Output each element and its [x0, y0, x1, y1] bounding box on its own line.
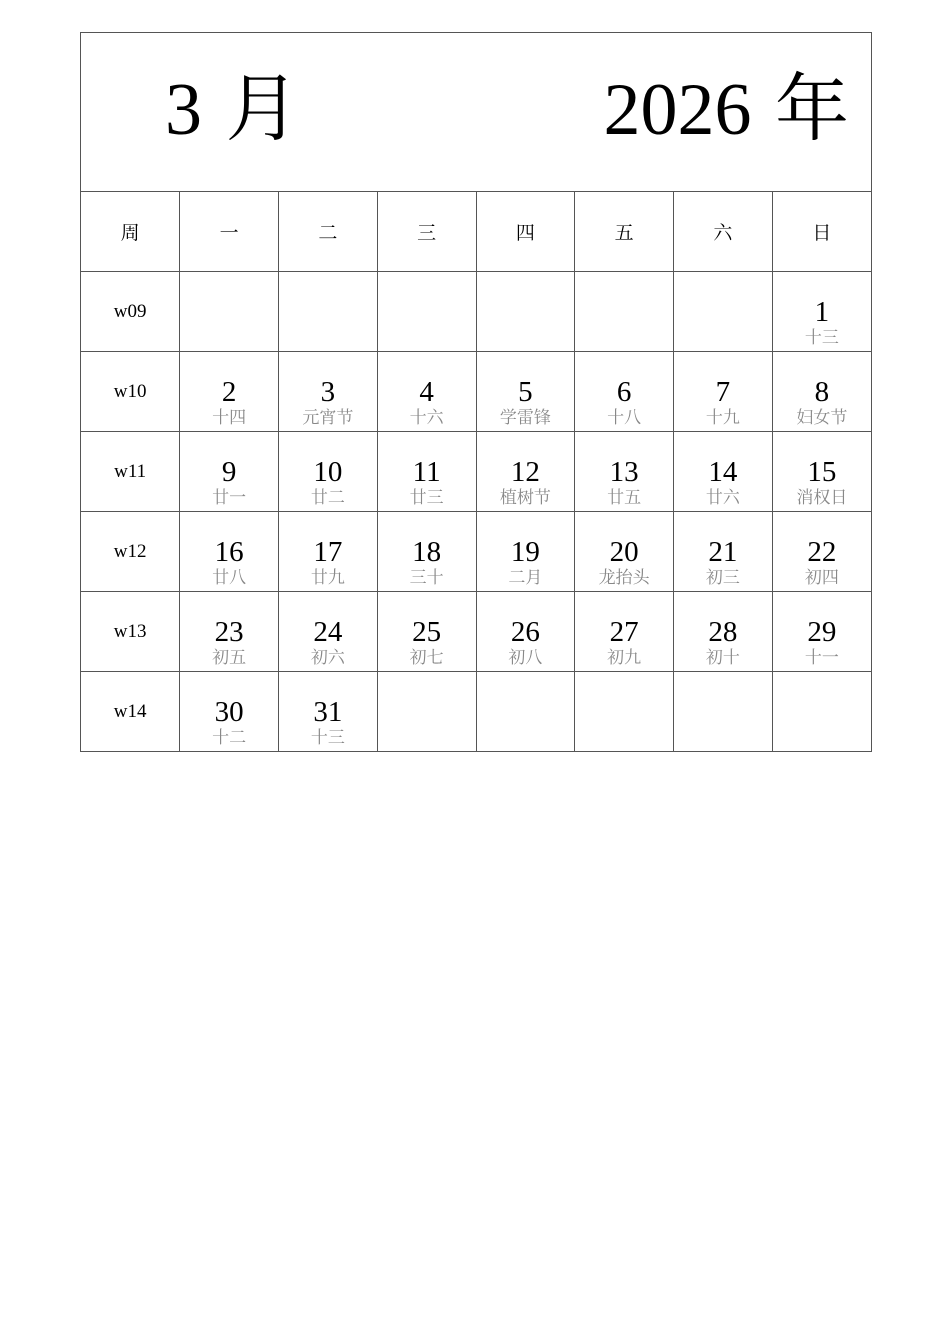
week-row — [81, 512, 871, 592]
day-number: 30 — [214, 696, 244, 728]
day-number: 2 — [221, 376, 237, 408]
day-number: 21 — [708, 536, 738, 568]
lunar-date: 初七 — [409, 648, 444, 668]
year-title — [603, 59, 849, 160]
month-title — [165, 59, 300, 160]
weekday-tue: 二 — [279, 192, 378, 272]
calendar-header — [81, 33, 871, 192]
week-number: w11 — [114, 461, 147, 482]
lunar-date: 廿八 — [212, 568, 247, 588]
year-char: 年 — [775, 66, 849, 152]
week-number: w13 — [113, 621, 147, 642]
day-cell[interactable] — [674, 432, 773, 512]
lunar-date: 十九 — [705, 408, 740, 428]
day-cell[interactable] — [279, 512, 378, 592]
day-number: 23 — [214, 616, 244, 648]
day-number: 29 — [807, 616, 837, 648]
week-number: w10 — [113, 381, 147, 402]
day-number: 12 — [510, 456, 540, 488]
day-cell[interactable] — [476, 432, 575, 512]
day-cell[interactable] — [279, 352, 378, 432]
day-number: 18 — [412, 536, 442, 568]
month-char: 月 — [225, 66, 300, 152]
day-cell[interactable] — [180, 432, 279, 512]
day-cell[interactable] — [180, 352, 279, 432]
lunar-date: 廿六 — [705, 488, 740, 508]
day-cell[interactable] — [772, 592, 871, 672]
lunar-date: 初四 — [804, 568, 839, 588]
day-cell[interactable] — [575, 592, 674, 672]
weekday-thu: 四 — [476, 192, 575, 272]
day-cell[interactable] — [180, 672, 279, 752]
weekday-mon: 一 — [180, 192, 279, 272]
day-number: 25 — [412, 616, 442, 648]
day-cell[interactable] — [377, 512, 476, 592]
week-row — [81, 592, 871, 672]
calendar-grid — [81, 192, 871, 751]
lunar-date: 植树节 — [499, 488, 551, 508]
lunar-date: 十六 — [409, 408, 444, 428]
lunar-date: 初五 — [212, 648, 247, 668]
lunar-date: 消权日 — [796, 488, 848, 508]
day-cell[interactable] — [772, 272, 871, 352]
week-number-cell — [81, 352, 180, 432]
calendar — [80, 32, 872, 752]
empty-day-cell — [476, 672, 575, 752]
lunar-date: 十三 — [804, 328, 839, 348]
week-number-cell — [81, 272, 180, 352]
day-number: 13 — [609, 456, 639, 488]
lunar-date: 廿五 — [607, 488, 642, 508]
day-cell[interactable] — [377, 432, 476, 512]
empty-day-cell — [772, 672, 871, 752]
day-cell[interactable] — [476, 512, 575, 592]
day-cell[interactable] — [279, 432, 378, 512]
day-cell[interactable] — [575, 352, 674, 432]
day-cell[interactable] — [279, 592, 378, 672]
weekday-wed: 三 — [377, 192, 476, 272]
day-number: 9 — [221, 456, 237, 488]
week-row — [81, 432, 871, 512]
day-number: 11 — [412, 456, 441, 488]
empty-day-cell — [279, 272, 378, 352]
empty-day-cell — [377, 272, 476, 352]
day-number: 24 — [313, 616, 343, 648]
empty-day-cell — [674, 672, 773, 752]
week-number: w09 — [113, 301, 147, 322]
week-number-cell — [81, 672, 180, 752]
empty-day-cell — [180, 272, 279, 352]
lunar-date: 妇女节 — [796, 408, 848, 428]
month-number: 3 — [165, 69, 202, 151]
day-number: 4 — [419, 376, 434, 408]
day-number: 31 — [313, 696, 343, 728]
lunar-date: 十二 — [212, 728, 247, 748]
day-number: 3 — [320, 376, 336, 408]
lunar-date: 元宵节 — [302, 408, 354, 428]
day-number: 15 — [807, 456, 837, 488]
day-number: 5 — [518, 376, 533, 408]
day-cell[interactable] — [476, 352, 575, 432]
week-row — [81, 352, 871, 432]
day-number: 28 — [708, 616, 738, 648]
empty-day-cell — [377, 672, 476, 752]
lunar-date: 十四 — [212, 408, 247, 428]
day-number: 7 — [715, 376, 731, 408]
lunar-date: 廿二 — [310, 488, 345, 508]
day-cell[interactable] — [772, 352, 871, 432]
weekday-sun: 日 — [772, 192, 871, 272]
lunar-date: 三十 — [409, 568, 444, 588]
day-number: 14 — [708, 456, 738, 488]
day-number: 1 — [814, 296, 830, 328]
empty-day-cell — [674, 272, 773, 352]
day-cell[interactable] — [674, 352, 773, 432]
day-cell[interactable] — [674, 592, 773, 672]
day-number: 16 — [214, 536, 244, 568]
day-cell[interactable] — [279, 672, 378, 752]
day-cell[interactable] — [377, 352, 476, 432]
lunar-date: 廿一 — [212, 488, 247, 508]
lunar-date: 龙抬头 — [598, 568, 650, 588]
lunar-date: 廿九 — [310, 568, 345, 588]
lunar-date: 初十 — [705, 648, 740, 668]
day-cell[interactable] — [377, 592, 476, 672]
lunar-date: 十一 — [804, 648, 839, 668]
empty-day-cell — [575, 672, 674, 752]
day-number: 6 — [616, 376, 632, 408]
day-cell[interactable] — [772, 512, 871, 592]
week-number-cell — [81, 432, 180, 512]
lunar-date: 学雷锋 — [499, 408, 551, 428]
year-number: 2026 — [603, 69, 752, 151]
day-number: 20 — [609, 536, 639, 568]
day-cell[interactable] — [180, 512, 279, 592]
week-number: w12 — [113, 541, 147, 562]
day-number: 17 — [313, 536, 343, 568]
week-row — [81, 272, 871, 352]
day-cell[interactable] — [575, 432, 674, 512]
empty-day-cell — [476, 272, 575, 352]
lunar-date: 十三 — [310, 728, 345, 748]
lunar-date: 初九 — [607, 648, 642, 668]
lunar-date: 初三 — [705, 568, 740, 588]
day-cell[interactable] — [674, 512, 773, 592]
weekday-fri: 五 — [575, 192, 674, 272]
day-number: 10 — [313, 456, 343, 488]
weekday-header-row — [81, 192, 871, 272]
weekday-week: 周 — [81, 192, 180, 272]
day-number: 8 — [814, 376, 830, 408]
lunar-date: 廿三 — [409, 488, 444, 508]
day-number: 26 — [510, 616, 540, 648]
lunar-date: 二月 — [508, 568, 543, 588]
weekday-sat: 六 — [674, 192, 773, 272]
lunar-date: 初六 — [310, 648, 345, 668]
day-number: 19 — [510, 536, 540, 568]
day-cell[interactable] — [476, 592, 575, 672]
lunar-date: 十八 — [607, 408, 642, 428]
week-number: w14 — [113, 701, 147, 722]
week-row — [81, 672, 871, 752]
empty-day-cell — [575, 272, 674, 352]
week-number-cell — [81, 592, 180, 672]
lunar-date: 初八 — [508, 648, 543, 668]
week-number-cell — [81, 512, 180, 592]
day-cell[interactable] — [772, 432, 871, 512]
day-cell[interactable] — [575, 512, 674, 592]
day-cell[interactable] — [180, 592, 279, 672]
day-number: 27 — [609, 616, 639, 648]
day-number: 22 — [807, 536, 837, 568]
